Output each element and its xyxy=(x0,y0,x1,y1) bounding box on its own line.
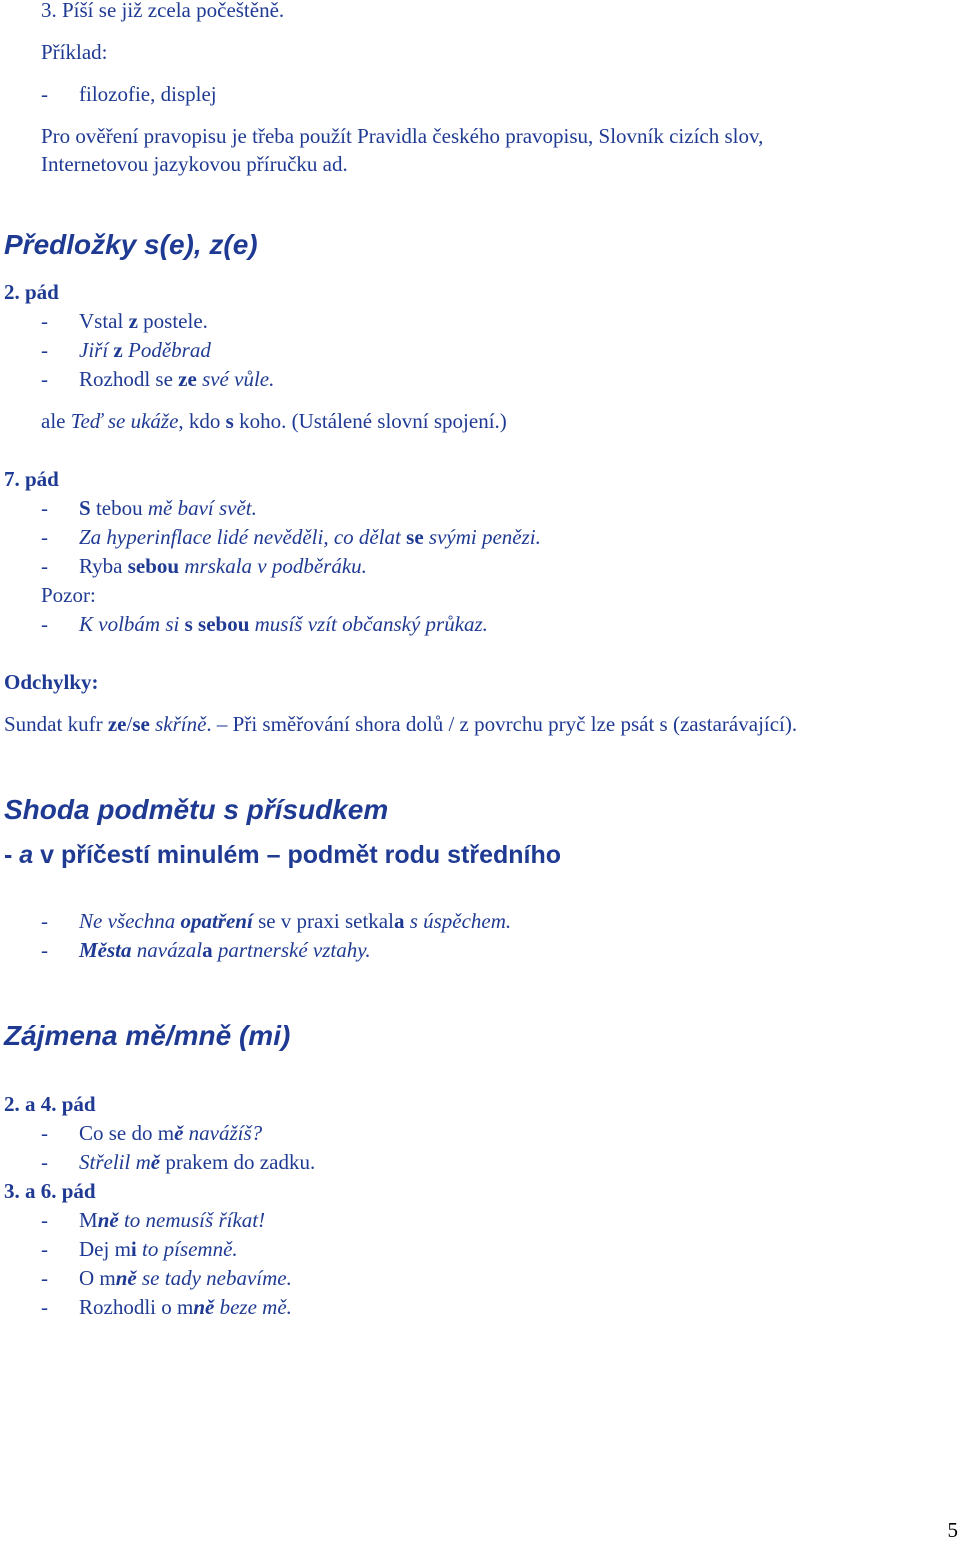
example-label: Příklad: xyxy=(41,40,108,64)
example-line: - K volbám si s sebou musíš vzít občanský průkaz. xyxy=(41,612,488,636)
example-line: - Co se do mě navážíš? xyxy=(41,1121,263,1145)
section-title-shoda: Shoda podmětu s přísudkem xyxy=(4,794,389,825)
section-title-predlozky: Předložky s(e), z(e) xyxy=(4,229,258,260)
example-line: - Vstal z postele. xyxy=(41,309,208,333)
example-item: - filozofie, displej xyxy=(41,82,217,106)
list-item-3: 3. Píší se již zcela počeštěně. xyxy=(41,0,285,22)
section-title-zajmena: Zájmena mě/mně (mi) xyxy=(4,1020,291,1051)
note-line-1: Pro ověření pravopisu je třeba použít Pravidla českého pravopisu, Slovník cizích slov, xyxy=(41,124,764,148)
case-heading-3-6: 3. a 6. pád xyxy=(4,1179,96,1203)
example-line: - Rozhodl se ze své vůle. xyxy=(41,367,275,391)
note-line: ale Teď se ukáže, kdo s koho. (Ustálené slovní spojení.) xyxy=(41,409,507,433)
example-line: - Střelil mě prakem do zadku. xyxy=(41,1150,316,1174)
example-line: - Rozhodli o mně beze mě. xyxy=(41,1295,292,1319)
example-line: - Ryba sebou mrskala v podběráku. xyxy=(41,554,367,578)
case-heading-2-4: 2. a 4. pád xyxy=(4,1092,96,1116)
case-heading-7: 7. pád xyxy=(4,467,59,491)
example-line: - Ne všechna opatření se v praxi setkala s úspěchem. xyxy=(41,909,512,933)
case-heading-2: 2. pád xyxy=(4,280,59,304)
exceptions-line: Sundat kufr ze/se skříně. – Při směřování shora dolů / z povrchu pryč lze psát s (zastarávající). xyxy=(4,712,798,736)
page-number: 5 xyxy=(947,1518,958,1542)
example-line: - S tebou mě baví svět. xyxy=(41,496,257,520)
example-line: - Jiří z Poděbrad xyxy=(41,338,211,362)
example-line: - Za hyperinflace lidé nevěděli, co dělat se svými penězi. xyxy=(41,525,541,549)
example-line: - Mně to nemusíš říkat! xyxy=(41,1208,266,1232)
exceptions-heading: Odchylky: xyxy=(4,670,99,694)
example-line: - O mně se tady nebavíme. xyxy=(41,1266,292,1290)
example-line: - Města navázala partnerské vztahy. xyxy=(41,938,371,962)
section-subtitle-shoda: - a v příčestí minulém – podmět rodu středního xyxy=(4,841,562,869)
note-line-2: Internetovou jazykovou příručku ad. xyxy=(41,152,348,176)
example-line: - Dej mi to písemně. xyxy=(41,1237,238,1261)
warning-label: Pozor: xyxy=(41,583,96,607)
